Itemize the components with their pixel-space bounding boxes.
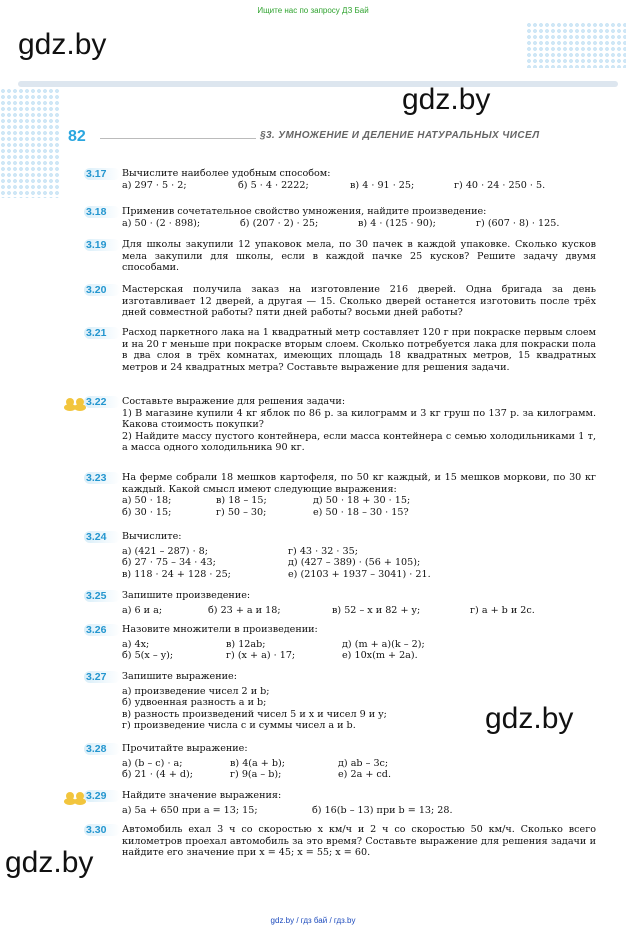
problem-number: 3.24 [84, 531, 120, 543]
problem-number: 3.23 [84, 472, 120, 484]
item: в) 118 · 24 + 128 · 25; [122, 568, 231, 580]
item: б) 5 · 4 · 2222; [238, 179, 309, 191]
item: г) (x + a) · 17; [226, 650, 296, 662]
problem-items [122, 507, 596, 519]
problem-number: 3.29 [84, 790, 120, 802]
watermark-logo: gdz.by [402, 83, 491, 116]
problem-number: 3.22 [84, 396, 120, 408]
item: е) 10x(m + 2a). [342, 650, 418, 662]
problem-number: 3.21 [84, 327, 120, 339]
problem-text: Мастерская получила заказ на изготовление 216 дверей. Одна бригада за день изготавливает 12 дверей, а другая — 15. Сколько дверей останется изготовить после трёх дней совместной работы? пяти дней работы? восьми дней работы? [122, 284, 596, 319]
problem-text: На ферме собрали 18 мешков картофеля, по 50 кг каждый, и 15 мешков моркови, по 30 кг каждый. Какой смысл имеют следующие выражения: [122, 472, 596, 495]
item: а) (b – c) · a; [122, 757, 183, 769]
item: а) 297 · 5 · 2; [122, 179, 187, 191]
item: г) 9(a – b); [230, 769, 282, 781]
item: г) a + b и 2c. [470, 604, 535, 616]
item: а) 4x; [122, 638, 150, 650]
decor-dots [0, 88, 60, 198]
running-head: §3. УМНОЖЕНИЕ И ДЕЛЕНИЕ НАТУРАЛЬНЫХ ЧИСЕЛ [260, 130, 540, 141]
problem-subtask: 2) Найдите массу пустого контейнера, если масса контейнера с семью холодильниками 1 т, а масса одного холодильника 90 кг. [122, 430, 596, 454]
item: а) 50 · (2 · 898); [122, 217, 201, 229]
item: е) 50 · 18 – 30 · 15? [313, 506, 409, 518]
problem-text: Для школы закупили 12 упаковок мела, по 30 пачек в каждой упаковке. Сколько кусков мела закупили для школы, если в каждой пачке 25 кусков? Решите задачу двумя способами. [122, 239, 596, 274]
problem-number: 3.27 [84, 671, 120, 683]
item: в) 12ab; [226, 638, 266, 650]
footer-links[interactable]: gdz.by / гдз бай / гдз.by [270, 916, 356, 925]
problem-3-23 [86, 472, 596, 518]
problem-text: Назовите множители в произведении: [122, 624, 318, 635]
problem-3-21 [86, 327, 596, 373]
problem-line: в) разность произведений чисел 5 и x и чисел 9 и y; [122, 708, 387, 720]
item: б) 30 · 15; [122, 506, 172, 518]
watermark-logo: gdz.by [5, 846, 94, 879]
problem-3-30 [86, 824, 596, 859]
item: в) 18 – 15; [216, 495, 267, 507]
problem-number: 3.19 [84, 239, 120, 251]
problem-items [122, 180, 596, 192]
problem-3-26 [86, 624, 596, 662]
problem-number: 3.28 [84, 743, 120, 755]
problem-3-19 [86, 239, 596, 274]
problem-text: Составьте выражение для решения задачи: [122, 396, 346, 407]
problem-items [122, 769, 596, 781]
problem-number: 3.20 [84, 284, 120, 296]
problem-subtask: 1) В магазине купили 4 кг яблок по 86 р. за килограмм и 3 кг груш по 137 р. за килограмм. Какова стоимость покупки? [122, 407, 596, 431]
item: в) 4(a + b); [230, 757, 286, 769]
item: г) (607 · 8) · 125. [476, 217, 560, 229]
item: б) 27 · 75 – 34 · 43; [122, 557, 216, 569]
problem-3-28 [86, 743, 596, 781]
item: в) 52 – x и 82 + y; [332, 604, 421, 616]
problem-3-18 [86, 206, 596, 229]
problem-items [122, 605, 596, 617]
problem-3-20 [86, 284, 596, 319]
item: г) 50 – 30; [216, 506, 267, 518]
problem-items [122, 218, 596, 230]
item: г) 40 · 24 · 250 · 5. [454, 179, 546, 191]
problem-text: Автомобиль ехал 3 ч со скоростью x км/ч и 2 ч со скоростью 50 км/ч. Сколько всего километров проехал автомобиль за это время? Составьте выражение для решения задачи и найдите его значение при x = 45; x = 55; x = 60. [122, 824, 596, 859]
problem-items [122, 805, 596, 817]
item: е) (2103 + 1937 – 3041) · 21. [288, 568, 431, 580]
item: б) 5(x – y); [122, 650, 174, 662]
problem-text: Вычислите наиболее удобным способом: [122, 168, 331, 179]
problem-items [122, 650, 596, 662]
item: г) 43 · 32 · 35; [288, 545, 358, 557]
problem-text: Применив сочетательное свойство умножения, найдите произведение: [122, 206, 487, 217]
problem-3-24 [86, 531, 596, 580]
item: е) 2a + cd. [338, 769, 391, 781]
item: б) (207 · 2) · 25; [240, 217, 319, 229]
problem-text: Найдите значение выражения: [122, 790, 282, 801]
item: д) (427 – 389) · (56 + 105); [288, 557, 421, 569]
problem-3-27 [86, 671, 596, 732]
problem-text: Прочитайте выражение: [122, 743, 248, 754]
item: д) (m + a)(k – 2); [342, 638, 425, 650]
item: в) 4 · 91 · 25; [350, 179, 415, 191]
item: а) 5a + 650 при a = 13; 15; [122, 804, 258, 816]
page-top-bar [18, 81, 618, 87]
item: б) 16(b – 13) при b = 13; 28. [312, 804, 453, 816]
problem-number: 3.17 [84, 168, 120, 180]
problem-number: 3.30 [84, 824, 120, 836]
item: д) 50 · 18 + 30 · 15; [313, 495, 411, 507]
site-logo[interactable]: gdz.by [18, 28, 107, 61]
problem-text: Расход паркетного лака на 1 квадратный метр составляет 120 г при покраске первым слоем и на 20 г меньше при покраске вторым слоем. Сколько потребуется лака для покраски пола в два слоя в трёх комнатах, имеющих площадь 18 квадратных метров, 15 квадратных метров и 24 квадратных метра? Составьте выражение для решения задачи. [122, 327, 596, 373]
item: а) (421 – 287) · 8; [122, 545, 209, 557]
decor-dots [526, 22, 626, 68]
problem-text: Запишите произведение: [122, 590, 251, 601]
problem-text: Запишите выражение: [122, 671, 237, 682]
divider [100, 138, 256, 139]
problem-items [122, 546, 596, 558]
top-note[interactable]: Ищите нас по запросу ДЗ Бай [257, 6, 369, 15]
problem-items [122, 557, 596, 569]
problem-items [122, 758, 596, 770]
problem-3-22 [86, 396, 596, 454]
problem-number: 3.25 [84, 590, 120, 602]
item: д) ab – 3c; [338, 757, 389, 769]
item: а) 6 и a; [122, 604, 163, 616]
item: б) 23 + a и 18; [208, 604, 281, 616]
problem-line: а) произведение чисел 2 и b; [122, 685, 270, 697]
problem-number: 3.18 [84, 206, 120, 218]
problem-items [122, 569, 596, 581]
item: в) 4 · (125 · 90); [358, 217, 436, 229]
problem-3-25 [86, 590, 596, 616]
problem-text: Вычислите: [122, 531, 182, 542]
problem-items [122, 495, 596, 507]
problem-items [122, 639, 596, 651]
problem-3-29 [86, 790, 596, 816]
page-number: 82 [68, 128, 86, 145]
watermark-logo: gdz.by [485, 702, 574, 735]
item: а) 50 · 18; [122, 495, 172, 507]
item: б) 21 · (4 + d); [122, 769, 194, 781]
problem-line: г) произведение числа c и суммы чисел a и b. [122, 720, 356, 732]
problem-3-17 [86, 168, 596, 191]
problem-line: б) удвоенная разность a и b; [122, 697, 267, 709]
problem-number: 3.26 [84, 624, 120, 636]
